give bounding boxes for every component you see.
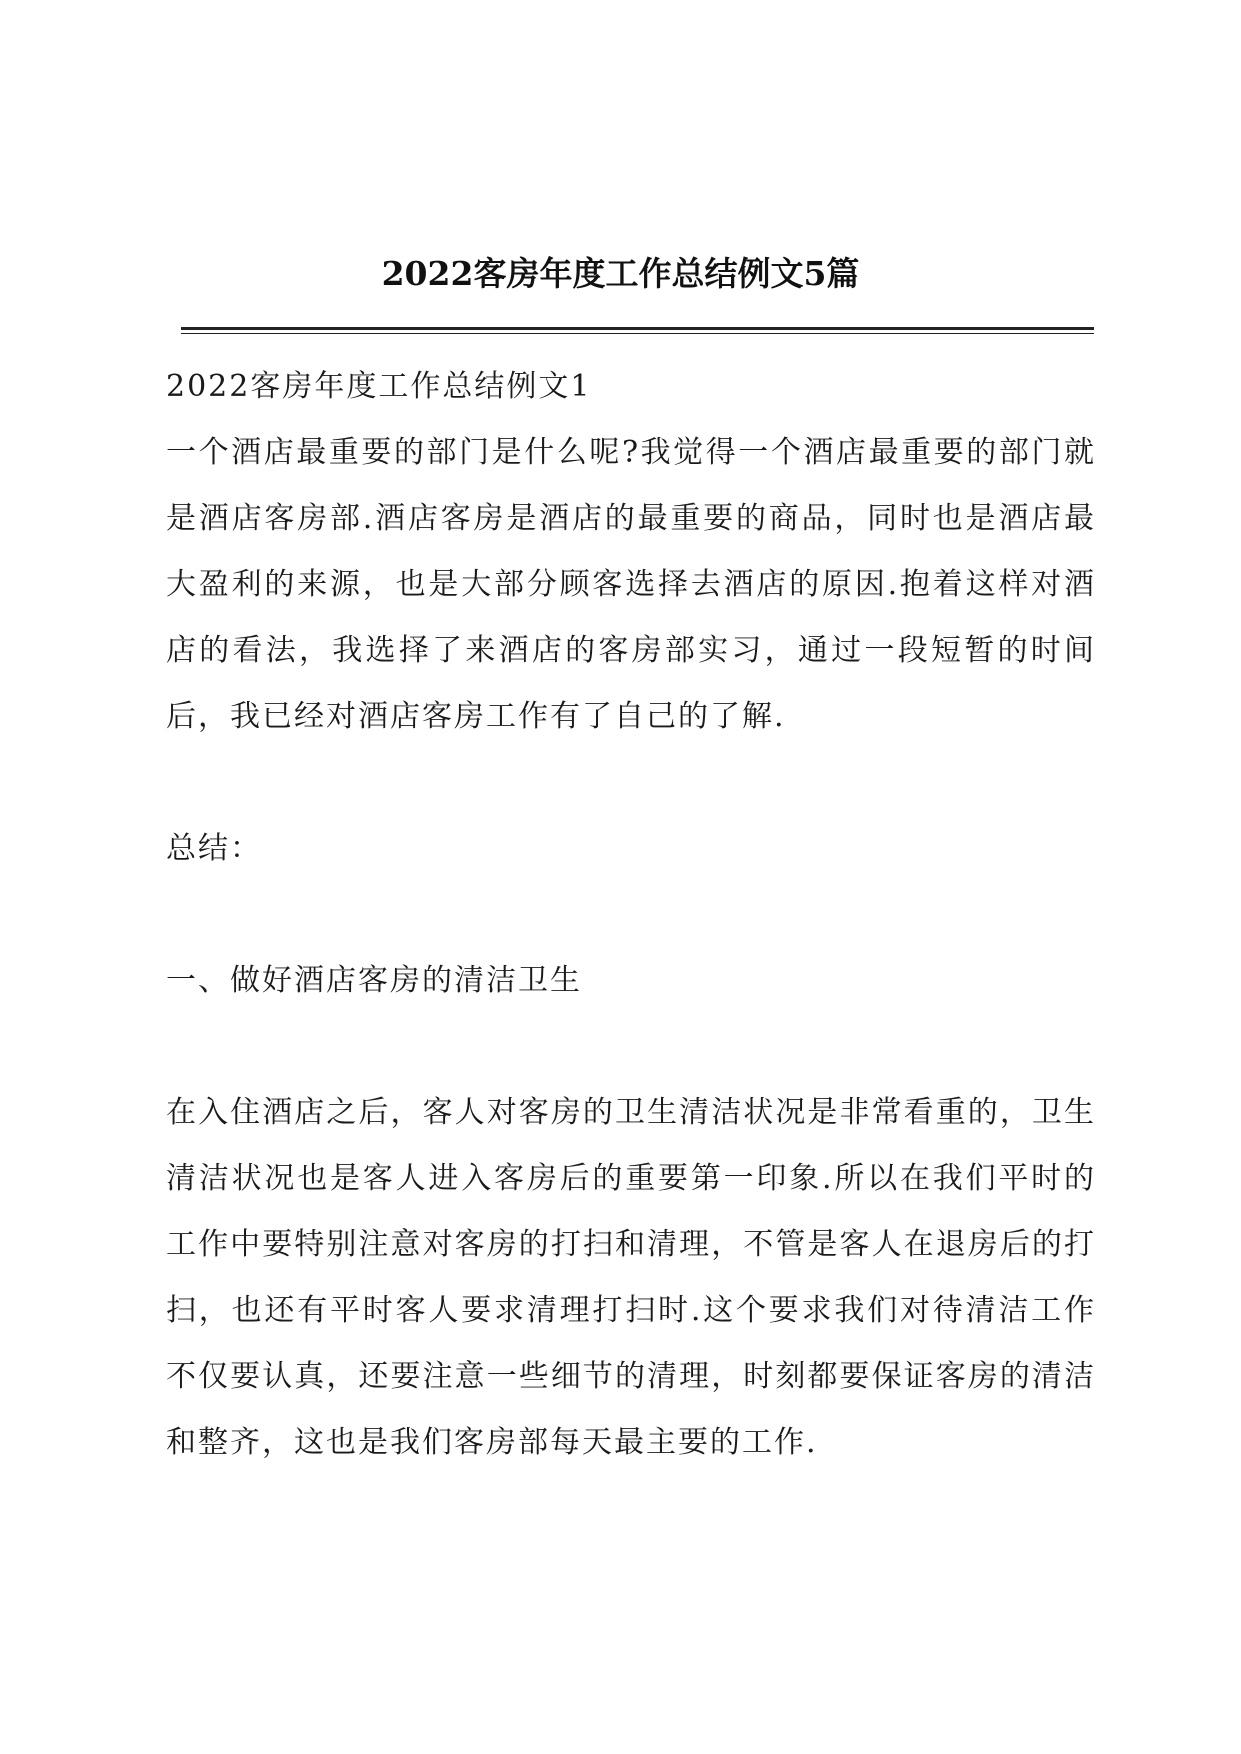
paragraph-intro: 一个酒店最重要的部门是什么呢?我觉得一个酒店最重要的部门就是酒店客房部.酒店客房是酒店的最重要的商品，同时也是酒店最大盈利的来源，也是大部分顾客选择去酒店的原因.抱着这样对酒店的看法，我选择了来酒店的客房部实习，通过一段短暂的时间后，我已经对酒店客房工作有了自己的了解. [166,435,1096,734]
spacer [166,882,1096,948]
summary-label: 总结： [166,831,262,866]
document-title: 2022客房年度工作总结例文5篇 [381,254,860,293]
title-divider [181,327,1094,334]
spacer [166,750,1096,816]
section-title: 2022客房年度工作总结例文1 [166,369,592,404]
heading-cleaning: 一、做好酒店客房的清洁卫生 [166,963,582,998]
document-body [166,354,1096,1476]
spacer [166,1014,1096,1080]
paragraph-cleaning: 在入住酒店之后，客人对客房的卫生清洁状况是非常看重的，卫生清洁状况也是客人进入客房后的重要第一印象.所以在我们平时的工作中要特别注意对客房的打扫和清理，不管是客人在退房后的打扫，也还有平时客人要求清理打扫时.这个要求我们对待清洁工作不仅要认真，还要注意一些细节的清理，时刻都要保证客房的清洁和整齐，这也是我们客房部每天最主要的工作. [166,1095,1096,1460]
